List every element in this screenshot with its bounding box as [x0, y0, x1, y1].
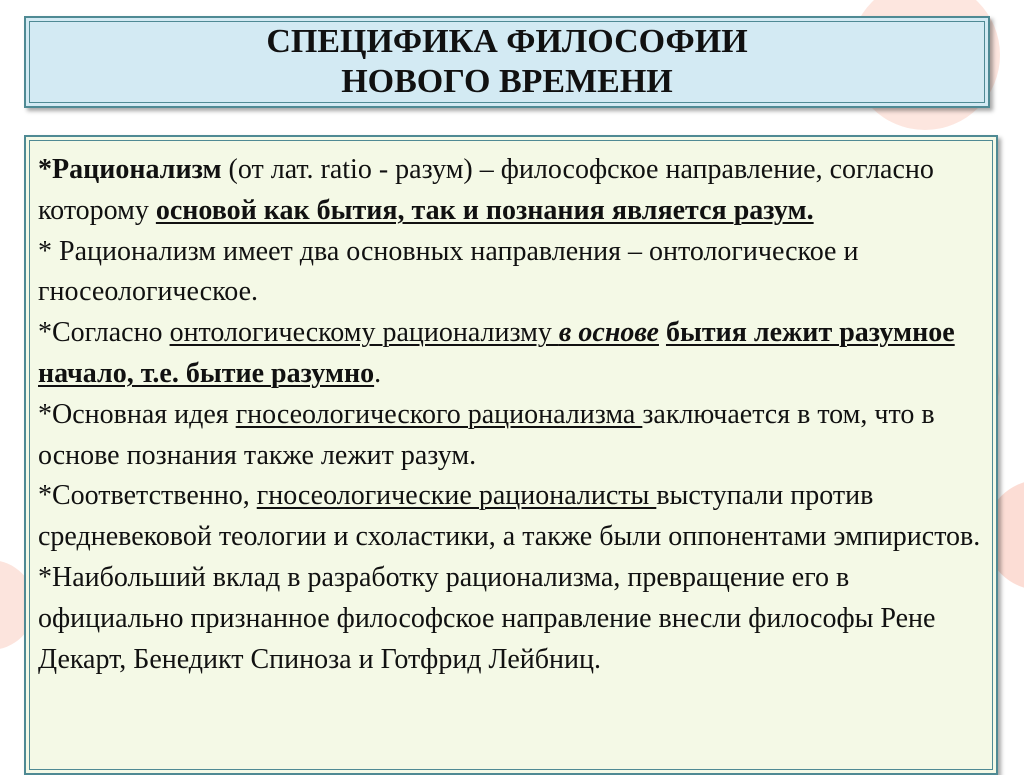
text-end: . [374, 357, 382, 389]
underlined-term: онтологическому рационализму [169, 317, 559, 349]
italic-emphasis: в основе [558, 317, 659, 349]
text: заключается в том, что в основе познания также лежит разум. [38, 398, 935, 471]
bullet: * [38, 154, 52, 185]
text: *Основная идея [38, 398, 236, 430]
paragraph-gnoseological-rationalists [38, 476, 982, 558]
slide-content-box [24, 135, 998, 775]
definition-emphasis: основой как бытия, так и познания является разум. [155, 194, 814, 226]
paragraph-two-directions: * Рационализм имеет два основных направления – онтологическое и гносеологическое. [38, 235, 859, 308]
paragraph-ontological [38, 313, 982, 395]
text: *Соответственно, [38, 480, 257, 512]
paragraph-rationalism-definition [38, 150, 982, 232]
underlined-term: гносеологического рационализма [235, 398, 643, 430]
text-space [659, 317, 666, 348]
underlined-term: гносеологические рационалисты [256, 480, 657, 512]
bold-emphasis: бытия лежит разумное начало, т.е. бытие разумно [38, 317, 955, 389]
text: *Согласно [38, 317, 170, 349]
term-rationalism: Рационализм [52, 154, 222, 185]
slide-title: СПЕЦИФИКА ФИЛОСОФИИ НОВОГО ВРЕМЕНИ [266, 23, 748, 100]
definition-text: (от лат. ratio - разум) – философское направление, согласно которому [38, 154, 934, 226]
text: выступали против средневековой теологии и схоластики, а также были оппонентами эмпиристов. [38, 480, 981, 553]
slide-title-box [24, 16, 990, 108]
paragraph-gnoseological [38, 395, 982, 477]
paragraph-philosophers: *Наибольший вклад в разработку рационализма, превращение его в официально признанное философское направление внесли философы Рене Декарт, Бенедикт Спиноза и Готфрид Лейбниц. [38, 561, 936, 675]
